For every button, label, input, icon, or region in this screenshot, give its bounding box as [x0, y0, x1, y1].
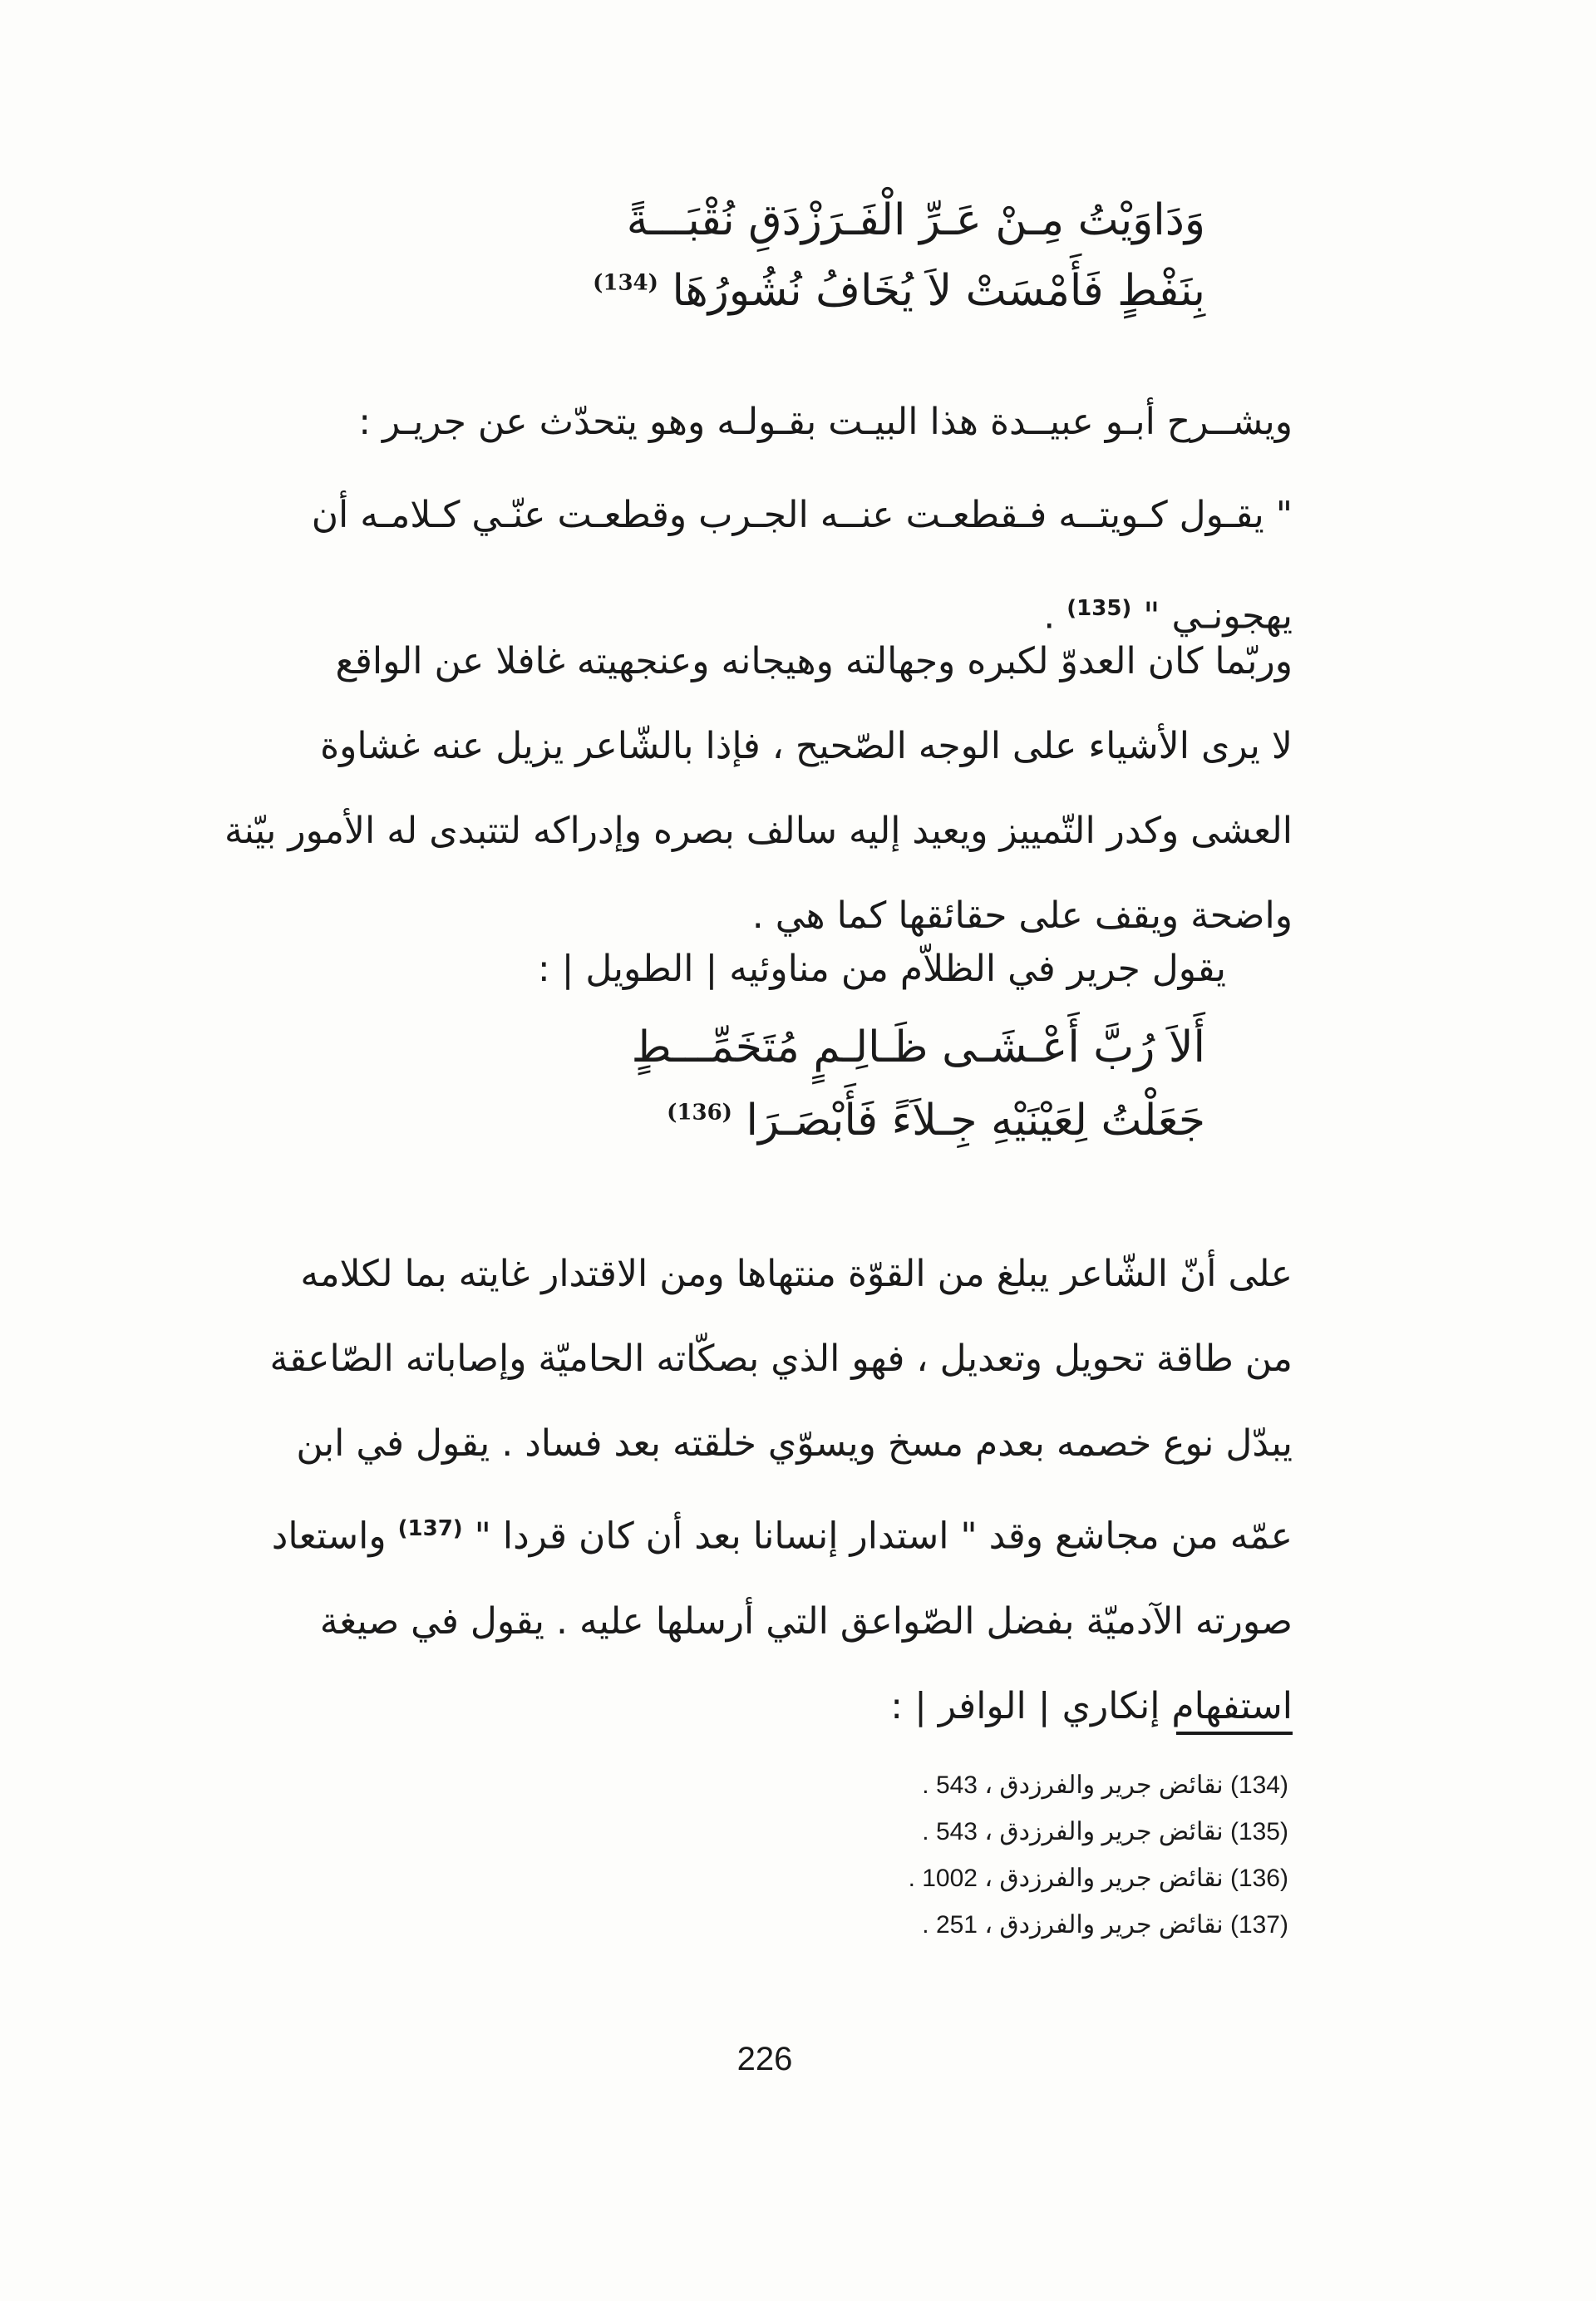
footnote-ref-137: (137)	[397, 1516, 463, 1541]
footnote-137: (137) نقائض جرير والفرزدق ، 251 .	[922, 1911, 1288, 1939]
verse-1-line-2-text: بِنَفْطٍ فَأَمْسَتْ لاَ يُخَافُ نُشُورُهَا	[672, 266, 1205, 316]
paragraph-2-line-3: العشى وكدر التّمييز ويعيد إليه سالف بصره وإدراكه لتتبدى له الأمور بيّنة	[224, 810, 1293, 852]
paragraph-3-line-4-start: عمّه من مجاشع وقد " استدار إنسانا بعد أن كان قردا "	[474, 1515, 1293, 1558]
footnote-ref-135: (135)	[1066, 596, 1132, 621]
paragraph-3-line-4-end: واستعاد	[271, 1515, 387, 1558]
paragraph-3-line-4	[271, 1486, 1293, 1579]
verse-2-line-1	[632, 1022, 1205, 1072]
paragraph-3-line-3: يبدّل نوع خصمه بعدم مسخ ويسوّي خلقته بعد فساد . يقول في ابن	[296, 1422, 1293, 1465]
footnote-ref-134: (134)	[593, 270, 658, 296]
paragraph-2-line-2: لا يرى الأشياء على الوجه الصّحيح ، فإذا بالشّاعر يزيل عنه غشاوة	[320, 725, 1293, 767]
paragraph-1-line-2: " يقـول كـويتــه فـقطعـت عنــه الجـرب وقطعـت عنّـي كـلامـه أن	[311, 494, 1293, 536]
verse-1-line-1-text: وَدَاوَيْتُ مِـنْ عَـرِّ الْفَـرَزْدَقِ نُقْبَـــةً	[626, 195, 1205, 245]
paragraph-3-line-5: صورته الآدميّة بفضل الصّواعق التي أرسلها عليه . يقول في صيغة	[319, 1599, 1293, 1643]
verse-2-intro	[312, 923, 1226, 1016]
verse-2-line-2	[667, 1096, 1205, 1146]
footnote-ref-136: (136)	[667, 1100, 732, 1126]
page-number: 226	[736, 2041, 793, 2077]
footnote-135: (135) نقائض جرير والفرزدق ، 543 .	[922, 1818, 1288, 1845]
verse-1-line-2	[593, 266, 1205, 316]
verse-2-intro-text: يقول جرير في الظلاّم من مناوئيه | الطويل | :	[537, 948, 1226, 990]
footnotes-list	[909, 1762, 1288, 1949]
paragraph-3-line-2: من طاقة تحويل وتعديل ، فهو الذي بصكّاته الحاميّة وإصاباته الصّاعقة	[269, 1338, 1293, 1380]
footnote-separator	[1176, 1732, 1293, 1735]
paragraph-3-line-6: استفهام إنكاري | الوافر | :	[890, 1684, 1293, 1727]
paragraph-2-line-1: وربّما كان العدوّ لكبره وجهالته وهيجانه وعنجهيته غافلا عن الواقع	[335, 640, 1293, 682]
footnote-136: (136) نقائض جرير والفرزدق ، 1002 .	[908, 1865, 1288, 1892]
paragraph-3-line-1: على أنّ الشّاعر يبلغ من القوّة منتهاها ومن الاقتدار غايته بما لكلامه	[300, 1253, 1293, 1295]
paragraph-2	[224, 619, 1293, 958]
paragraph-1-end-mark: .	[1043, 594, 1056, 638]
footnote-134: (134) نقائض جرير والفرزدق ، 543 .	[922, 1771, 1288, 1799]
paragraph-2-line-4: واضحة ويقف على حقائقها كما هي .	[751, 894, 1293, 937]
verse-1-line-1	[627, 195, 1205, 245]
paragraph-3	[269, 1232, 1293, 1749]
verse-2-line-2-text: جَعَلْتُ لِعَيْنَيْهِ جِـلاَءً فَأَبْصَـرَا	[746, 1096, 1205, 1146]
verse-2-line-1-text: أَلاَ رُبَّ أَعْـشَـى ظَـالِـمٍ مُتَخَمِّـــطٍ	[631, 1022, 1205, 1072]
paragraph-1-line-3-text: يهجونـي "	[1143, 594, 1293, 638]
paragraph-1-line-1: ويشــرح أبـو عبيــدة هذا البيـت بقـولـه وهو يتحدّث عن جريـر :	[358, 401, 1293, 443]
